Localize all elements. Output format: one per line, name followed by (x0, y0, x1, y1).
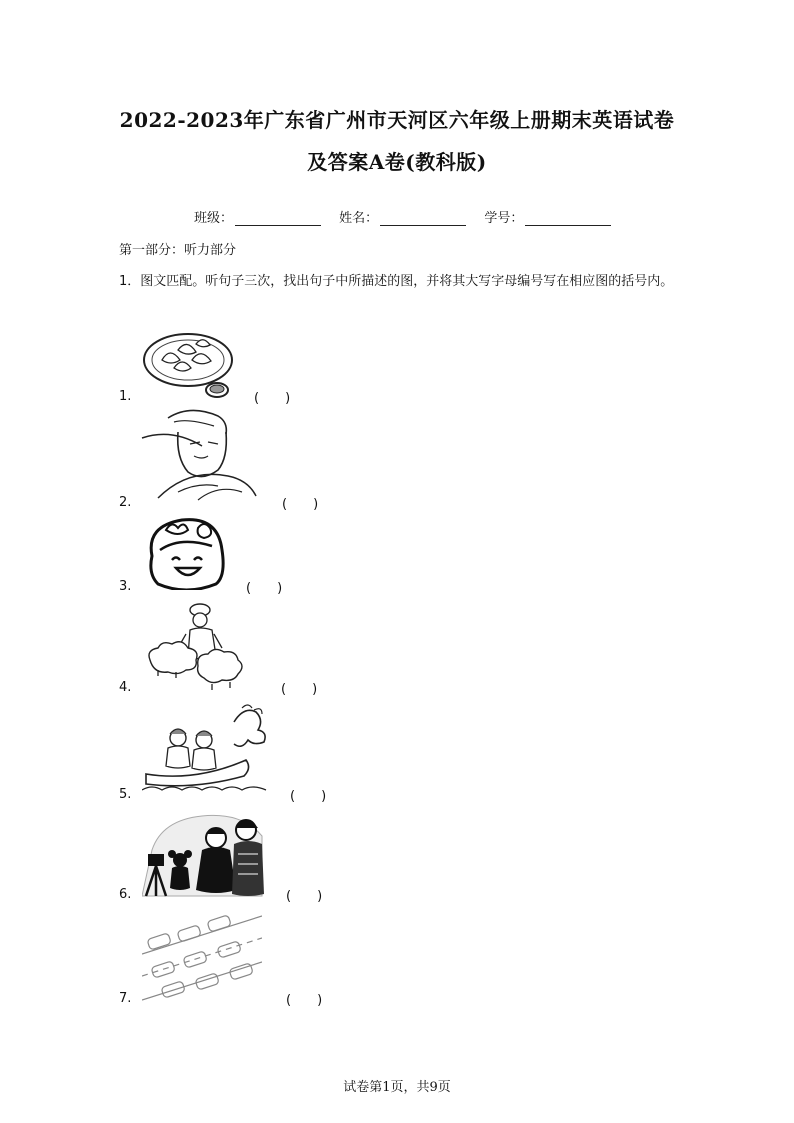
id-label: 学号： (484, 211, 524, 226)
answer-parentheses[interactable]: ( ) (282, 497, 319, 512)
id-field (484, 207, 611, 226)
id-blank[interactable] (525, 213, 611, 226)
item-number: 6. (119, 887, 132, 902)
dragon-boat-race-icon (142, 702, 268, 798)
class-field (194, 207, 321, 226)
traffic-jam-cars-icon (142, 914, 262, 1002)
page-title: 2022-2023年广东省广州市天河区六年级上册期末英语试卷 (119, 108, 675, 132)
page-subtitle: 及答案A卷(教科版) (307, 150, 487, 174)
class-blank[interactable] (235, 213, 321, 226)
name-field (339, 207, 466, 226)
question-instruction: 1．图文匹配。听句子三次，找出句子中所描述的图，并将其大写字母编号写在相应图的括号内。 (119, 274, 674, 289)
sick-person-in-bed-icon (138, 408, 258, 504)
answer-parentheses[interactable]: ( ) (286, 993, 323, 1008)
answer-parentheses[interactable]: ( ) (290, 789, 327, 804)
item-number: 2. (119, 495, 132, 510)
answer-parentheses[interactable]: ( ) (254, 391, 291, 406)
page-footer: 试卷第1页，共9页 (343, 1080, 451, 1095)
section-heading: 第一部分：听力部分 (119, 243, 237, 258)
answer-parentheses[interactable]: ( ) (281, 682, 318, 697)
dumplings-plate-icon (140, 330, 240, 402)
item-number: 3. (119, 579, 132, 594)
family-photo-camera-icon (142, 810, 264, 900)
class-label: 班级： (194, 211, 234, 226)
item-number: 4. (119, 680, 132, 695)
item-number: 5. (119, 787, 132, 802)
item-number: 7. (119, 991, 132, 1006)
answer-parentheses[interactable]: ( ) (286, 889, 323, 904)
item-number: 1. (119, 389, 132, 404)
smiling-girl-face-icon (142, 516, 230, 590)
student-info-row (194, 207, 625, 226)
name-blank[interactable] (380, 213, 466, 226)
farmer-with-sheep-icon (142, 600, 252, 692)
answer-parentheses[interactable]: ( ) (246, 581, 283, 596)
name-label: 姓名： (339, 211, 379, 226)
